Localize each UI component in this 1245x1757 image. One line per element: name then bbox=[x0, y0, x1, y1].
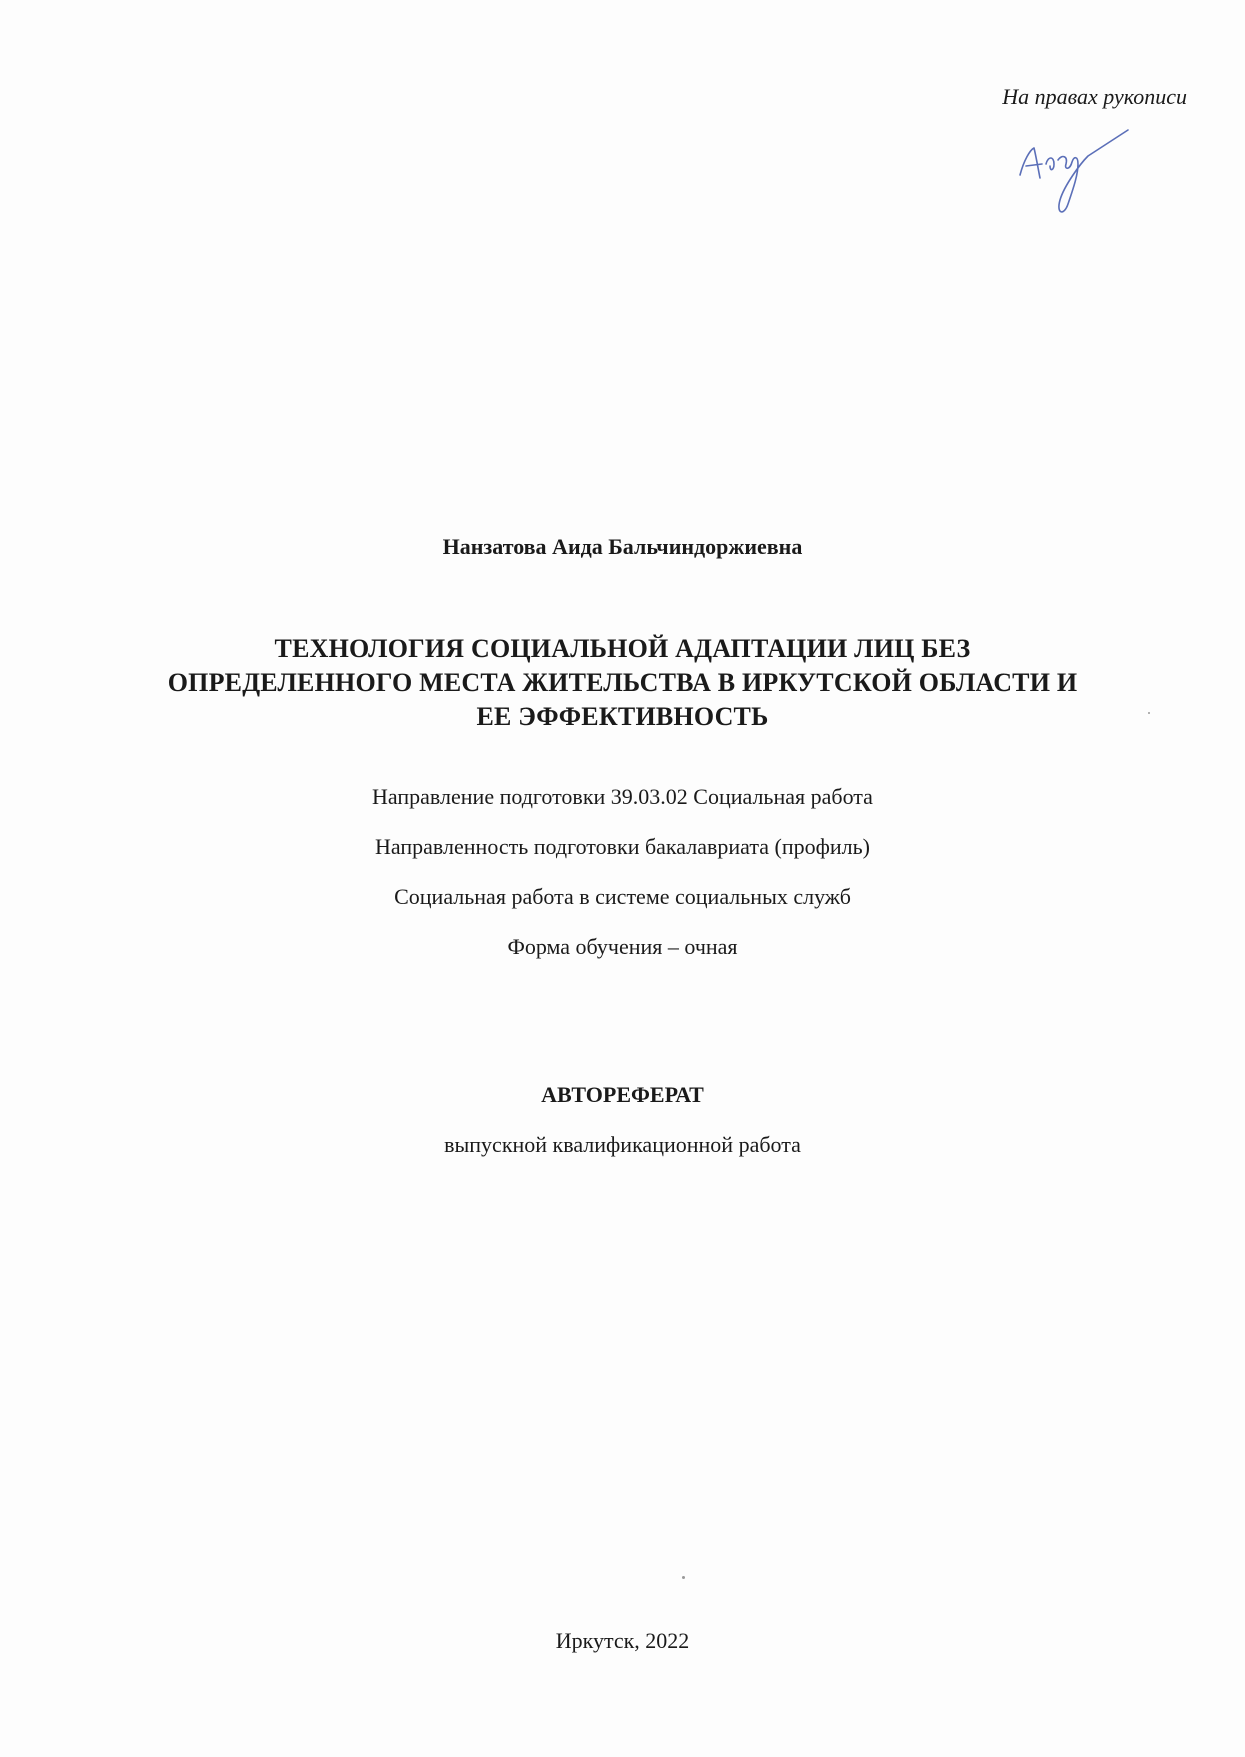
author-name: Нанзатова Аида Бальчиндоржиевна bbox=[442, 534, 803, 559]
study-direction: Направление подготовки 39.03.02 Социальная работа bbox=[372, 784, 873, 809]
handwritten-signature bbox=[1010, 120, 1150, 220]
manuscript-note: На правах рукописи bbox=[1002, 84, 1187, 109]
thesis-title bbox=[0, 632, 1245, 734]
city-year: Иркутск, 2022 bbox=[555, 1628, 690, 1653]
document-type: АВТОРЕФЕРАТ bbox=[541, 1082, 704, 1107]
document-subtitle: выпускной квалификационной работа bbox=[444, 1132, 801, 1157]
scan-speck bbox=[682, 1576, 685, 1579]
title-line: ЕЕ ЭФФЕКТИВНОСТЬ bbox=[476, 702, 769, 731]
study-profile: Социальная работа в системе социальных служб bbox=[394, 884, 851, 909]
title-line: ТЕХНОЛОГИЯ СОЦИАЛЬНОЙ АДАПТАЦИИ ЛИЦ БЕЗ bbox=[274, 634, 971, 663]
scan-speck bbox=[1148, 712, 1150, 714]
study-form: Форма обучения – очная bbox=[507, 934, 738, 959]
title-line: ОПРЕДЕЛЕННОГО МЕСТА ЖИТЕЛЬСТВА В ИРКУТСКОЙ ОБЛАСТИ И bbox=[167, 668, 1078, 697]
study-focus: Направленность подготовки бакалавриата (профиль) bbox=[375, 834, 870, 859]
